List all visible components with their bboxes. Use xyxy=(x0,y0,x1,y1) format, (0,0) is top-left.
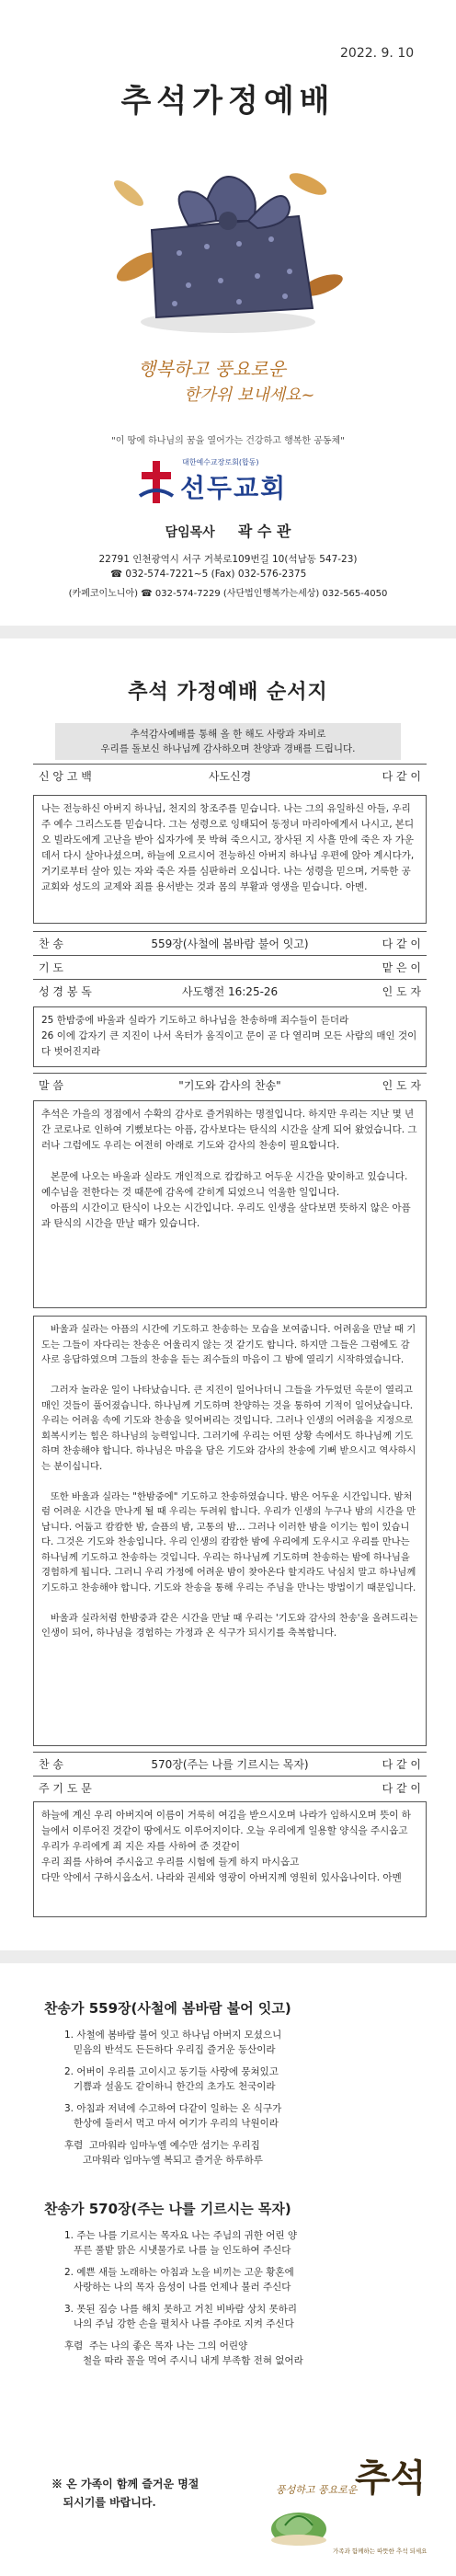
order-row-sermon: 말 씀 "기도와 감사의 찬송" 인 도 자 xyxy=(39,1079,421,1092)
lyric-line: 믿음의 반석도 든든하다 우리집 즐거운 동산이라 xyxy=(64,2044,276,2055)
order-row-hymn1: 찬 송 559장(사철에 봄바람 불어 잇고) 다 같 이 xyxy=(39,937,421,950)
lyric-line: 푸른 풀밭 맑은 시냇물가로 나를 늘 인도하여 주신다 xyxy=(64,2245,291,2256)
lords-prayer-box: 하늘에 계신 우리 아버지여 이름이 거룩히 여김을 받으시오며 나라가 임하시오며 뜻이 하늘에서 이루어진 것같이 땅에서도 이루어지이다. 오늘 우리에게 일용할 양식을 주시옵고 우리가 우리에게 죄 지은 자를 사하여 준 것같이 우리 죄를 사하여 주시옵고 우리를 시험에 들게 하지 마시옵고 다만 악에서 구하시옵소서. 나라와 권세와 영광이 아버지께 영원히 있사옵나이다. 아멘 xyxy=(33,1801,427,1917)
lyric-line: 1. 주는 나를 기르시는 목자요 나는 주님의 귀한 어린 양 xyxy=(64,2230,298,2241)
cabbage-illustration xyxy=(267,2498,331,2549)
calligraphy-line1: 행복하고 풍요로운 xyxy=(138,358,286,380)
lyric-line: 한상에 둘러서 먹고 마셔 여기가 우리의 낙원이라 xyxy=(64,2118,279,2129)
apostles-creed-box: 나는 전능하신 아버지 하나님, 천지의 창조주를 믿습니다. 나는 그의 유일하신 아들, 우리 주 예수 그리스도를 믿습니다. 그는 성령으로 잉태되어 동정녀 마리아에게서 나시고, 본디오 빌라도에게 고난을 받아 십자가에 못 박혀 죽으시고, 장사된 지 사흘 만에 죽은 자 가운데서 다시 살아나셨으며, 하늘에 오르시어 전능하신 아버지 하나님 우편에 앉아 계시다가, 거기로부터 살아 있는 자와 죽은 자를 심판하러 오십니다. 나는 성령을 믿으며, 거룩한 공교회와 성도의 교제와 죄를 용서받는 것과 몸의 부활과 영생을 믿습니다. 아멘. xyxy=(33,795,427,924)
page-separator xyxy=(0,1950,456,1963)
order-row-prayer: 기 도 맡 은 이 xyxy=(39,961,421,974)
page-separator xyxy=(0,626,456,638)
order-row-creed: 신 앙 고 백 사도신경 다 같 이 xyxy=(39,770,421,783)
church-motto: "이 땅에 하나님의 꿈을 열어가는 건강하고 행복한 공동체" xyxy=(111,436,345,446)
calligraphy-line2: 한가위 보내세요~ xyxy=(184,385,315,405)
footer-calligraphy-big: 추석 xyxy=(355,2456,427,2500)
divider xyxy=(33,979,427,980)
footer-calligraphy-tiny: 가족과 함께하는 따뜻한 추석 되세요 xyxy=(333,2547,428,2555)
lyric-line: 후렴 주는 나의 좋은 목자 나는 그의 어린양 xyxy=(64,2340,248,2352)
church-phone: ☎ 032-574-7221~5 (Fax) 032-576-2375 xyxy=(110,569,307,580)
lyric-line: 1. 사철에 봄바람 불어 잇고 하나님 아버지 모셨으니 xyxy=(64,2030,282,2041)
cover-title: 추석가정예배 xyxy=(120,83,336,120)
gift-bojagi-illustration xyxy=(101,129,355,340)
footer-note: ※ 온 가족이 함께 즐거운 명절 되시기를 바랍니다. xyxy=(51,2478,200,2509)
order-title: 추석 가정예배 순서지 xyxy=(128,681,328,704)
lyric-line: 나의 주님 강한 손을 펼치사 나를 주야로 지켜 주신다 xyxy=(64,2318,294,2329)
pastor-label: 담임목사 xyxy=(165,525,215,540)
church-address: 22791 인천광역시 서구 거북로109번길 10(석남동 547-23) xyxy=(98,554,358,565)
church-cafe-phone: (카페코이노니아) ☎ 032-574-7229 (사단법인행복가는세상) 032-565-4050 xyxy=(68,589,388,599)
lyric-line: 철을 따라 꼴을 먹여 주시니 내게 부족함 전혀 없어라 xyxy=(64,2355,303,2366)
divider xyxy=(33,931,427,932)
order-row-hymn2: 찬 송 570장(주는 나를 기르시는 목자) 다 같 이 xyxy=(39,1758,421,1771)
lyric-line: 3. 아침과 저녁에 수고하여 다같이 일하는 온 식구가 xyxy=(64,2103,282,2114)
pastor-name: 곽 수 관 xyxy=(237,523,291,540)
divider xyxy=(33,955,427,956)
church-name: 선두교회 xyxy=(180,473,288,503)
divider xyxy=(33,1776,427,1777)
lyric-line: 2. 예쁜 새들 노래하는 아침과 노을 비끼는 고운 황혼에 xyxy=(64,2267,294,2278)
church-logo-sub: 대한예수교장로회(합동) xyxy=(182,458,259,466)
lyric-line: 2. 어버이 우리를 고이시고 동기들 사랑에 뭉쳐있고 xyxy=(64,2066,279,2077)
lyric-line: 고마워라 임마누엘 복되고 즐거운 하루하루 xyxy=(64,2155,263,2166)
lyric-line: 사랑하는 나의 목자 음성이 나를 언제나 불러 주신다 xyxy=(64,2282,291,2293)
pastor-line xyxy=(0,520,456,541)
divider xyxy=(33,764,427,765)
divider xyxy=(33,1752,427,1753)
scripture-box: 25 한밤중에 바울과 실라가 기도하고 하나님을 찬송하매 죄수들이 듣더라 26 이에 갑자기 큰 지진이 나서 옥터가 움직이고 문이 곧 다 열리며 모든 사람의 매인 것이 다 벗어진지라 xyxy=(33,1006,427,1067)
footer-calligraphy-small: 풍성하고 풍요로운 xyxy=(276,2484,358,2496)
church-logo xyxy=(138,455,322,507)
order-row-lords-prayer: 주 기 도 문 다 같 이 xyxy=(39,1782,421,1795)
lyric-line: 후렴 고마워라 임마누엘 예수만 섬기는 우리집 xyxy=(64,2140,260,2151)
hymn559-title: 찬송가 559장(사철에 봄바람 불어 잇고) xyxy=(44,2000,291,2017)
order-row-scripture: 성 경 봉 독 사도행전 16:25-26 인 도 자 xyxy=(39,985,421,998)
hymn570-title: 찬송가 570장(주는 나를 기르시는 목자) xyxy=(44,2201,291,2217)
date: 2022. 9. 10 xyxy=(340,46,415,61)
order-intro: 추석감사예배를 통해 올 한 해도 사랑과 자비로 우리를 돌보신 하나님께 감사하오며 찬양과 경배를 드립니다. xyxy=(55,723,401,760)
lyric-line: 3. 못된 짐승 나를 해치 못하고 거친 비바람 상치 못하리 xyxy=(64,2304,298,2315)
sermon-box-1: 추석은 가을의 정점에서 수확의 감사로 즐거워하는 명절입니다. 하지만 우리는 지난 몇 년 간 코로나로 인하여 기뻤보다는 아픔, 감사보다는 탄식의 시간을 살게 되어 왔었습니다. 그러나 그럼에도 우리는 여전히 아래로 기도와 감사의 찬송이 필요합니다. 본문에 나오는 바울과 실라도 개인적으로 캄캄하고 어두운 시간을 맞이하고 있습니다. 예수님을 전한다는 것 때문에 감옥에 갇히게 되었으니 억울한 일입니다. 아픔의 시간이고 탄식이 나오는 시간입니다. 우리도 인생을 살다보면 뜻하지 않은 아픔과 탄식의 시간을 만날 때가 있습니다. xyxy=(33,1100,427,1308)
cross-logo-icon xyxy=(138,459,175,505)
divider xyxy=(33,1073,427,1074)
sermon-box-2: 바울과 실라는 아픔의 시간에 기도하고 찬송하는 모습을 보여줍니다. 어려움을 만날 때 기도는 그들이 자다리는 찬송은 어울리지 않는 것 같기도 합니다. 하지만 그들은 그럼에도 감사로 응답하였으며 그들의 찬송을 듣는 죄수들의 마음이 그 밤에 열리기 시작하였습니다. 그러자 놀라운 일이 나타났습니다. 큰 지진이 일어나더니 그들을 가두었던 옥문이 열리고 매인 것들이 풀어졌습니다. 하나님께 기도하며 찬양하는 것을 통하여 기적이 일어났습니다. 우리는 어려움 속에 기도와 찬송을 잊어버리는 것입니다. 그러나 인생의 어려움을 지정으로 회복시키는 힘은 하나님의 능력입니다. 그러기에 우리는 어떤 상황 속에서도 하나님께 기도하며 찬송해야 합니다. 하나님은 마음을 담은 기도와 감사의 찬송에 기뻐 받으시고 역사하시는 분이십니다. 또한 바울과 실라는 "한밤중에" 기도하고 찬송하였습니다. 밤은 어두운 시간입니다. 밤처럼 어려운 시간을 만나게 될 때 우리는 두려워 합니다. 우리가 인생의 누구나 밤의 시간을 만납니다. 어둡고 캄캄한 밤, 슬픔의 밤, 고통의 밤... 그러나 이러한 밤을 이기는 힘이 있습니다. 그것은 기도와 찬송입니다. 우리 인생의 캄캄한 밤에 우리에게 도우시고 우리를 만나는 하나님께 기도하고 찬송하는 것입니다. 우리는 하나님께 기도하며 찬송하는 밤에 하나님을 경험하게 됩니다. 그러니 우리 가정에 어려운 밤이 찾아온다 할지라도 낙심치 말고 하나님께 기도하고 찬송해야 합니다. 기도와 찬송을 통해 우리는 주님을 만나는 방법이기 때문입니다. 바울과 실라처럼 한밤중과 같은 시간을 만날 때 우리는 '기도와 감사의 찬송'을 올려드리는 인생이 되어, 하나님을 경험하는 가정과 온 식구가 되시기를 축복합니다. xyxy=(33,1316,427,1746)
lyric-line: 기쁨과 설움도 같이하니 한간의 초가도 천국이라 xyxy=(64,2081,276,2092)
